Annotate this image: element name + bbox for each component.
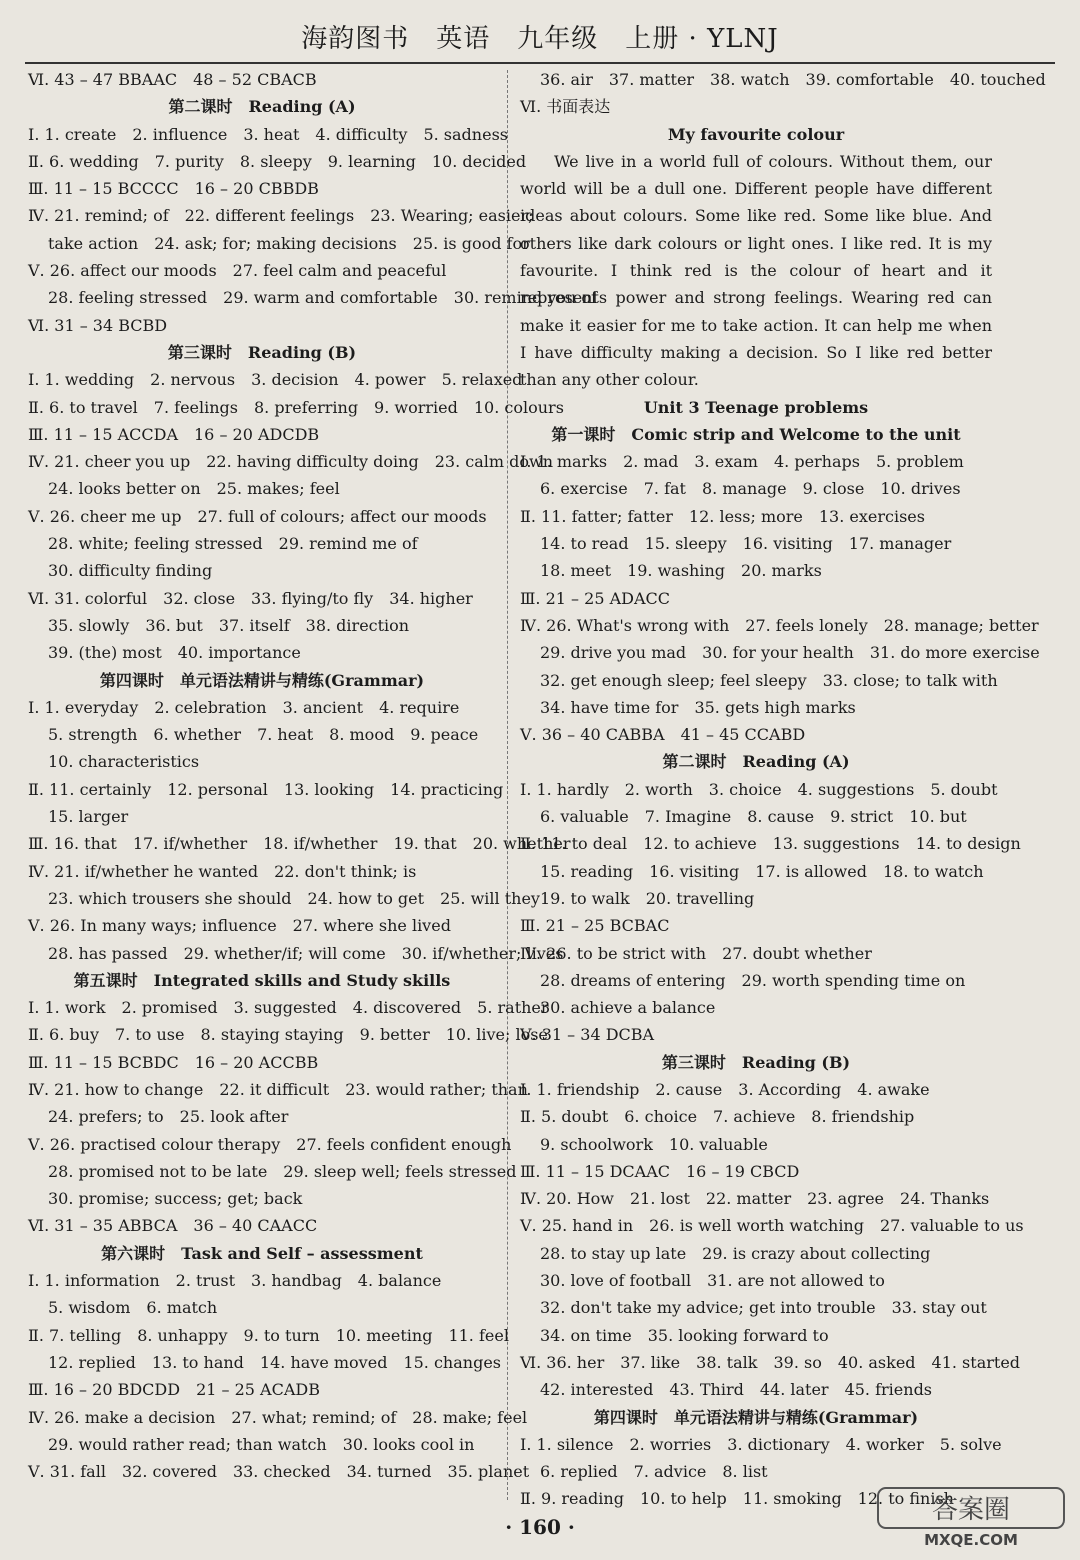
answer-line: Ⅱ. 11. certainly 12. personal 13. looking 14. practicing xyxy=(28,779,504,799)
section-heading: 第六课时 Task and Self – assessment xyxy=(101,1243,423,1263)
answer-line: 30. promise; success; get; back xyxy=(48,1189,303,1209)
answer-line: Ⅰ. 1. hardly 2. worth 3. choice 4. suggestions 5. doubt xyxy=(520,779,998,799)
answer-line: Ⅵ. 43 – 47 BBAAC 48 – 52 CBACB xyxy=(28,70,317,89)
answer-line: 5. wisdom 6. match xyxy=(48,1298,218,1318)
answer-line: 14. to read 15. sleepy 16. visiting 17. manager xyxy=(540,534,952,554)
answer-line: 32. get enough sleep; feel sleepy 33. close; to talk with xyxy=(540,670,998,690)
answer-line: 6. replied 7. advice 8. list xyxy=(540,1462,768,1482)
answer-line: Ⅲ. 11 – 15 ACCDA 16 – 20 ADCDB xyxy=(28,424,320,444)
answer-line: Ⅴ. 31 – 34 DCBA xyxy=(520,1025,655,1045)
answer-line: 15. reading 16. visiting 17. is allowed 18. to watch xyxy=(540,861,984,881)
watermark-url: MXQE.COM xyxy=(924,1531,1018,1549)
answer-line: 24. looks better on 25. makes; feel xyxy=(48,479,340,499)
answer-line: Ⅰ. 1. wedding 2. nervous 3. decision 4. power 5. relaxed xyxy=(28,370,523,390)
answer-line: Ⅱ. 11. fatter; fatter 12. less; more 13. exercises xyxy=(520,506,925,526)
answer-line: 42. interested 43. Third 44. later 45. friends xyxy=(540,1380,933,1400)
answer-line: 30. difficulty finding xyxy=(48,561,213,581)
answer-line: Ⅳ. 20. How 21. lost 22. matter 23. agree 24. Thanks xyxy=(520,1189,990,1209)
answer-line: Ⅲ. 11 – 15 BCCCC 16 – 20 CBBDB xyxy=(28,179,319,199)
answer-line: Ⅰ. 1. marks 2. mad 3. exam 4. perhaps 5. problem xyxy=(520,452,964,472)
section-heading: Unit 3 Teenage problems xyxy=(643,397,869,417)
answer-line: 30. love of football 31. are not allowed to xyxy=(540,1271,885,1291)
answer-line: Ⅳ. 21. how to change 22. it difficult 23. would rather; than xyxy=(28,1079,528,1099)
answer-line: 9. schoolwork 10. valuable xyxy=(540,1134,768,1154)
answer-line: Ⅵ. 36. her 37. like 38. talk 39. so 40. asked 41. started xyxy=(520,1352,1021,1372)
answer-line: 28. white; feeling stressed 29. remind me of xyxy=(48,534,418,554)
section-heading: 第一课时 Comic strip and Welcome to the unit xyxy=(551,424,961,444)
watermark-title: 答案圈 xyxy=(931,1495,1011,1525)
answer-line: 6. exercise 7. fat 8. manage 9. close 10. drives xyxy=(540,479,961,499)
answer-line: 28. dreams of entering 29. worth spending time on xyxy=(540,970,966,990)
section-heading: 第五课时 Integrated skills and Study skills xyxy=(73,970,451,990)
answer-line: Ⅵ. 31 – 35 ABBCA 36 – 40 CAACC xyxy=(28,1216,318,1236)
section-heading: 第三课时 Reading (B) xyxy=(167,342,357,362)
answer-line: Ⅴ. 26. affect our moods 27. feel calm and peaceful xyxy=(28,261,447,281)
answer-line: 5. strength 6. whether 7. heat 8. mood 9. peace xyxy=(48,725,479,745)
answer-line: Ⅳ. 21. cheer you up 22. having difficulty doing 23. calm down xyxy=(28,452,554,472)
section-heading: 第二课时 Reading (A) xyxy=(168,97,356,117)
answer-line: Ⅲ. 16. that 17. if/whether 18. if/whether 19. that 20. whether xyxy=(28,834,571,854)
watermark-logo xyxy=(876,1486,1066,1548)
answer-line: 18. meet 19. washing 20. marks xyxy=(540,561,822,581)
answer-line: Ⅰ. 1. friendship 2. cause 3. According 4. awake xyxy=(520,1079,930,1099)
answer-line: Ⅳ. 21. remind; of 22. different feelings 23. Wearing; easier; xyxy=(28,206,534,226)
answer-line: 28. has passed 29. whether/if; will come 30. if/whether; lives xyxy=(48,943,564,963)
section-heading: My favourite colour xyxy=(667,124,845,144)
answer-line: Ⅰ. 1. everyday 2. celebration 3. ancient 4. require xyxy=(28,697,460,717)
answer-line: Ⅵ. 书面表达 xyxy=(520,97,611,117)
section-heading: 第四课时 单元语法精讲与精练(Grammar) xyxy=(99,670,425,690)
answer-line: Ⅴ. 31. fall 32. covered 33. checked 34. turned 35. planet xyxy=(28,1462,530,1482)
answer-line: 35. slowly 36. but 37. itself 38. direction xyxy=(48,615,410,635)
essay-paragraph: We live in a world full of colours. Without them, our world will be a dull one. Different people have different ideas about colours. Some like red. Some like blue. And others like dark colours or light ones. I like red. It is my favourite. I think red is the colour of heart and it represents power and strong feelings. Wearing red can make it easier for me to take action. It can help me when I have difficulty making a decision. So I like red better than any other colour. xyxy=(520,151,992,390)
answer-line: 28. feeling stressed 29. warm and comfortable 30. remind you of xyxy=(48,288,597,308)
answer-line: Ⅲ. 16 – 20 BDCDD 21 – 25 ACADB xyxy=(28,1380,320,1400)
answer-line: Ⅲ. 11 – 15 BCBDC 16 – 20 ACCBB xyxy=(28,1052,319,1072)
answer-line: 39. (the) most 40. importance xyxy=(48,643,301,663)
answer-line: 6. valuable 7. Imagine 8. cause 9. strict 10. but xyxy=(540,807,967,827)
answer-line: Ⅲ. 11 – 15 DCAAC 16 – 19 CBCD xyxy=(520,1161,800,1181)
answer-line: Ⅱ. 9. reading 10. to help 11. smoking 12. to finish xyxy=(520,1489,954,1509)
answer-line: Ⅴ. 26. practised colour therapy 27. feels confident enough xyxy=(28,1134,512,1154)
section-heading: 第四课时 单元语法精讲与精练(Grammar) xyxy=(593,1407,919,1427)
answer-line: 28. to stay up late 29. is crazy about collecting xyxy=(540,1243,931,1263)
answer-line: 23. which trousers she should 24. how to get 25. will they xyxy=(48,888,540,908)
answer-line: Ⅰ. 1. silence 2. worries 3. dictionary 4. worker 5. solve xyxy=(520,1434,1002,1454)
answer-line: Ⅳ. 26. make a decision 27. what; remind; of 28. make; feel xyxy=(28,1407,528,1427)
answer-line: 10. characteristics xyxy=(48,752,200,772)
answer-line: 34. have time for 35. gets high marks xyxy=(540,697,856,717)
answer-line: Ⅲ. 21 – 25 ADACC xyxy=(520,588,670,608)
answer-line: Ⅱ. 6. to travel 7. feelings 8. preferring 9. worried 10. colours xyxy=(28,397,564,417)
answer-line: Ⅱ. 5. doubt 6. choice 7. achieve 8. friendship xyxy=(520,1107,915,1127)
answer-line: 36. air 37. matter 38. watch 39. comfortable 40. touched xyxy=(540,70,1046,89)
answer-line: 30. achieve a balance xyxy=(540,998,716,1018)
section-heading: 第三课时 Reading (B) xyxy=(661,1052,851,1072)
answer-line: 32. don't take my advice; get into trouble 33. stay out xyxy=(540,1298,987,1318)
answer-line: take action 24. ask; for; making decisions 25. is good for xyxy=(48,233,530,253)
section-heading: 第二课时 Reading (A) xyxy=(662,752,850,772)
answer-line: Ⅵ. 31. colorful 32. close 33. flying/to fly 34. higher xyxy=(28,588,473,608)
header-rule xyxy=(25,62,1055,64)
answer-line: Ⅴ. 25. hand in 26. is well worth watching 27. valuable to us xyxy=(520,1216,1024,1236)
answer-line: 29. drive you mad 30. for your health 31. do more exercise xyxy=(540,643,1040,663)
answer-line: Ⅰ. 1. information 2. trust 3. handbag 4. balance xyxy=(28,1271,442,1291)
page-header: 海韵图书 英语 九年级 上册 · YLNJ xyxy=(301,24,779,54)
answer-line: 34. on time 35. looking forward to xyxy=(540,1325,829,1345)
page-number: · 160 · xyxy=(505,1515,575,1539)
answer-line: 29. would rather read; than watch 30. looks cool in xyxy=(48,1434,475,1454)
answer-line: Ⅳ. 21. if/whether he wanted 22. don't think; is xyxy=(28,861,417,881)
answer-line: Ⅵ. 31 – 34 BCBD xyxy=(28,315,168,335)
answer-line: 12. replied 13. to hand 14. have moved 15. changes xyxy=(48,1352,501,1372)
answer-line: Ⅴ. 26. cheer me up 27. full of colours; affect our moods xyxy=(28,506,487,526)
answer-line: Ⅱ. 7. telling 8. unhappy 9. to turn 10. meeting 11. feel xyxy=(28,1325,509,1345)
answer-line: Ⅲ. 21 – 25 BCBAC xyxy=(520,916,670,936)
answer-line: Ⅱ. 6. buy 7. to use 8. staying staying 9. better 10. live; lose xyxy=(28,1025,548,1045)
answer-line: Ⅰ. 1. work 2. promised 3. suggested 4. discovered 5. rather xyxy=(28,998,549,1018)
answer-line: 15. larger xyxy=(48,807,129,827)
answer-line: Ⅰ. 1. create 2. influence 3. heat 4. difficulty 5. sadness xyxy=(28,124,508,144)
answer-line: 19. to walk 20. travelling xyxy=(540,888,755,908)
answer-line: 24. prefers; to 25. look after xyxy=(48,1107,289,1127)
answer-line: Ⅳ. 26. to be strict with 27. doubt whether xyxy=(520,943,872,963)
answer-line: Ⅴ. 26. In many ways; influence 27. where she lived xyxy=(28,916,451,936)
answer-line: Ⅱ. 6. wedding 7. purity 8. sleepy 9. learning 10. decided xyxy=(28,151,527,171)
answer-line: Ⅱ. 11. to deal 12. to achieve 13. suggestions 14. to design xyxy=(520,834,1021,854)
answer-line: 28. promised not to be late 29. sleep well; feels stressed xyxy=(48,1161,517,1181)
answer-line: Ⅴ. 36 – 40 CABBA 41 – 45 CCABD xyxy=(520,725,806,745)
answer-line: Ⅳ. 26. What's wrong with 27. feels lonely 28. manage; better xyxy=(520,615,1039,635)
